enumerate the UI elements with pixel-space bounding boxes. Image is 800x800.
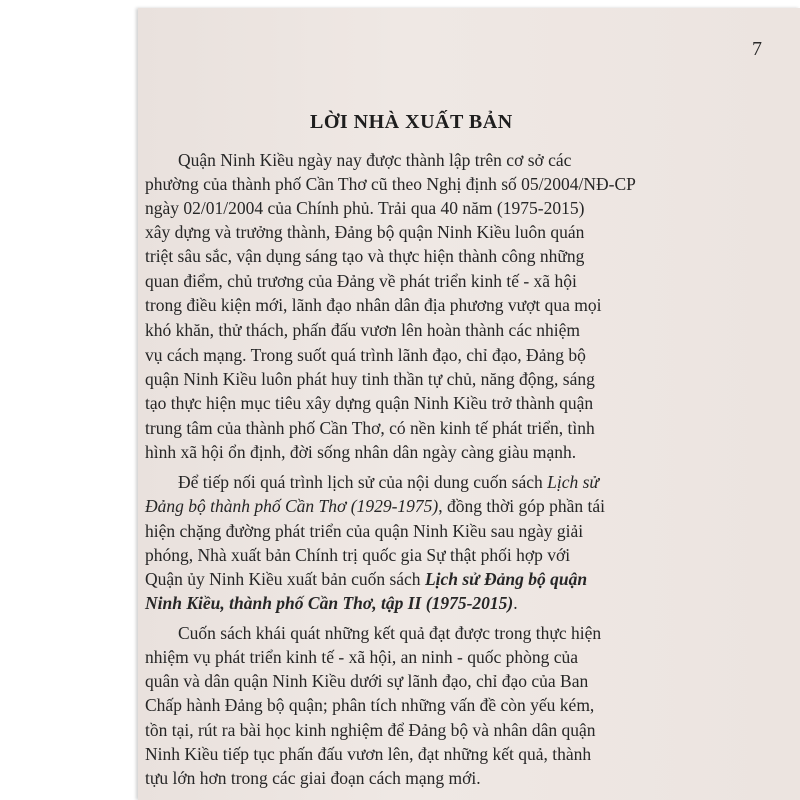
text-line: xây dựng và trưởng thành, Đảng bộ quận Ninh Kiều luôn quán [145,222,585,242]
text-line: khó khăn, thử thách, phấn đấu vươn lên hoàn thành các nhiệm [145,320,580,340]
text-line: hiện chặng đường phát triển của quận Ninh Kiều sau ngày giải [145,521,584,541]
book-page [138,8,800,800]
text-line: triệt sâu sắc, vận dụng sáng tạo và thực hiện thành công những [145,246,585,266]
text-line: tồn tại, rút ra bài học kinh nghiệm để Đảng bộ và nhân dân quận [145,720,596,740]
text-line: phường của thành phố Cần Thơ cũ theo Nghị định số 05/2004/NĐ-CP [145,174,636,194]
book-title-bold-italic: Lịch sử Đảng bộ quận [424,569,588,589]
text-line: tựu lớn hơn trong các giai đoạn cách mạng mới. [145,768,481,788]
text-line: ngày 02/01/2004 của Chính phủ. Trải qua 40 năm (1975-2015) [145,198,585,218]
text-line: Chấp hành Đảng bộ quận; phân tích những vấn đề còn yếu kém, [145,695,595,715]
text-line: Đảng bộ thành phố Cần Thơ (1929-1975), đồng thời góp phần tái [145,496,605,516]
text-line: Quận Ninh Kiều ngày nay được thành lập trên cơ sở các [178,150,572,170]
text-line: Để tiếp nối quá trình lịch sử của nội dung cuốn sách Lịch sử [178,472,599,492]
book-title-italic: Đảng bộ thành phố Cần Thơ (1929-1975) [145,496,439,516]
text-line: quan điểm, chủ trương của Đảng về phát triển kinh tế - xã hội [145,271,577,291]
text-line: Quận ủy Ninh Kiều xuất bản cuốn sách Lịch sử Đảng bộ quận [145,569,588,589]
text-line: tạo thực hiện mục tiêu xây dựng quận Ninh Kiều trở thành quận [145,393,594,413]
text-line: nhiệm vụ phát triển kinh tế - xã hội, an ninh - quốc phòng của [145,647,579,667]
text-line: Ninh Kiều, thành phố Cần Thơ, tập II (1975-2015). [145,593,518,613]
book-title-bold-italic: Ninh Kiều, thành phố Cần Thơ, tập II (1975-2015) [145,593,514,613]
page-title: LỜI NHÀ XUẤT BẢN [310,111,513,133]
text-line: Cuốn sách khái quát những kết quả đạt được trong thực hiện [178,623,602,643]
text-line: quận Ninh Kiều luôn phát huy tinh thần tự chủ, năng động, sáng [145,369,595,389]
text-line: trung tâm của thành phố Cần Thơ, có nền kinh tế phát triển, tình [145,418,595,438]
book-title-italic: Lịch sử [547,472,599,492]
text-line: phóng, Nhà xuất bản Chính trị quốc gia Sự thật phối hợp với [145,545,571,565]
text-line: hình xã hội ổn định, đời sống nhân dân ngày càng giàu mạnh. [145,442,577,462]
text-line: trong điều kiện mới, lãnh đạo nhân dân địa phương vượt qua mọi [145,295,602,315]
text-line: Ninh Kiều tiếp tục phấn đấu vươn lên, đạt những kết quả, thành [145,744,592,764]
page-number: 7 [752,38,762,60]
text-line: vụ cách mạng. Trong suốt quá trình lãnh đạo, chỉ đạo, Đảng bộ [145,345,586,365]
text-line: quân và dân quận Ninh Kiều dưới sự lãnh đạo, chỉ đạo của Ban [145,671,589,691]
